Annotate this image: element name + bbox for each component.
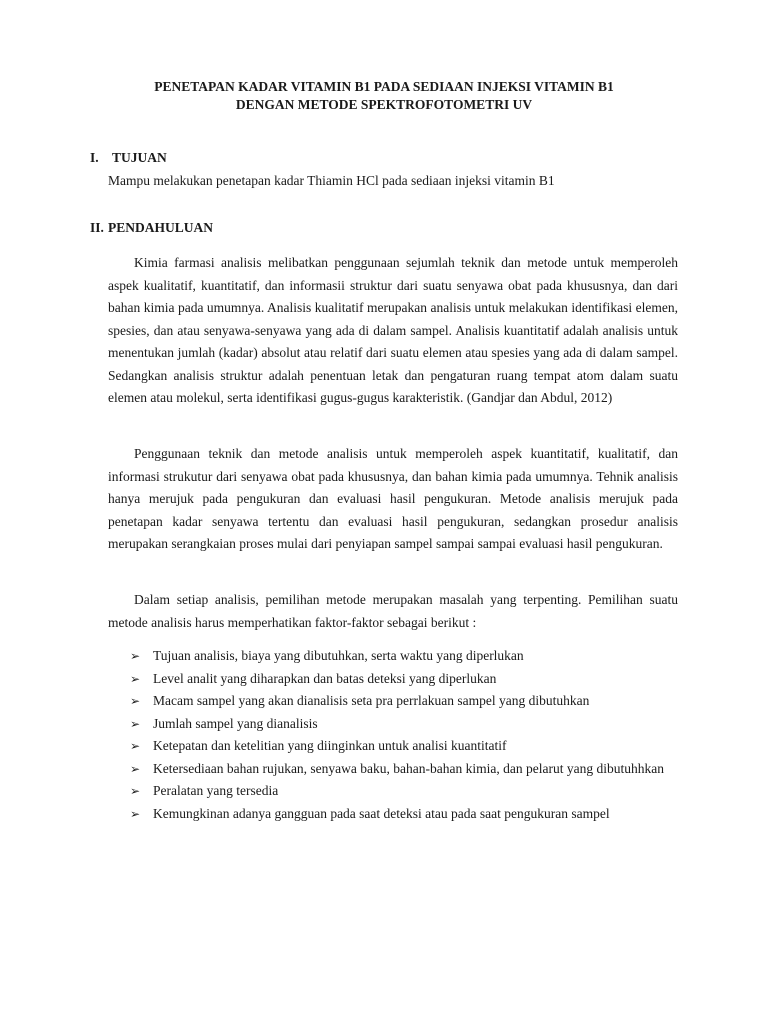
list-item-text: Kemungkinan adanya gangguan pada saat deteksi atau pada saat pengukuran sampel	[153, 805, 610, 821]
arrow-bullet-icon: ➢	[130, 784, 141, 798]
list-item-text: Ketersediaan bahan rujukan, senyawa baku, bahan-bahan kimia, dan pelarut yang dibutuhhkan	[153, 760, 664, 776]
list-item-text: Jumlah sampel yang dianalisis	[153, 715, 318, 731]
arrow-bullet-icon: ➢	[130, 716, 141, 731]
factor-list	[130, 645, 678, 825]
paragraph-2: Penggunaan teknik dan metode analisis untuk memperoleh aspek kuantitatif, kualitatif, dan informasi strukutur dari senyawa obat pada khususnya, dan bahan kimia pada umumnya. Tehnik analisis hanya merujuk pada pengukuran dan evaluasi hasil pengukuran. Metode analisis merujuk pada penetapan kadar senyawa tertentu dan evaluasi hasil pengukuran, sedangkan prosedur analisis merupakan serangkaian proses mulai dari penyiapan sampel sampai sampai evaluasi hasil pengukuran.	[108, 446, 678, 551]
list-item-text: Peralatan yang tersedia	[153, 783, 279, 798]
list-item-text: Ketepatan dan ketelitian yang diinginkan untuk analisi kuantitatif	[153, 738, 507, 753]
section-heading-pendahuluan	[90, 220, 213, 236]
list-item	[130, 713, 678, 736]
list-item	[130, 758, 678, 781]
arrow-bullet-icon: ➢	[130, 671, 141, 686]
document-title	[90, 78, 678, 114]
list-item	[130, 690, 678, 713]
section-number: I.	[90, 150, 99, 165]
list-item-text: Tujuan analisis, biaya yang dibutuhkan, serta waktu yang diperlukan	[153, 648, 524, 663]
arrow-bullet-icon: ➢	[130, 761, 141, 776]
arrow-bullet-icon: ➢	[130, 739, 141, 753]
title-line-2: DENGAN METODE SPEKTROFOTOMETRI UV	[235, 97, 533, 112]
title-line-1: PENETAPAN KADAR VITAMIN B1 PADA SEDIAAN INJEKSI VITAMIN B1	[154, 79, 614, 94]
arrow-bullet-icon: ➢	[130, 806, 141, 821]
list-item-text: Macam sampel yang akan dianalisis seta pra perrlakuan sampel yang dibutuhkan	[153, 693, 590, 708]
list-item	[130, 803, 678, 826]
list-item	[130, 780, 678, 803]
section-title: TUJUAN	[112, 150, 167, 165]
list-item	[130, 668, 678, 691]
section-heading-tujuan	[90, 150, 167, 166]
paragraph-3: Dalam setiap analisis, pemilihan metode merupakan masalah yang terpenting. Pemilihan suatu metode analisis harus memperhatikan faktor-faktor sebagai berikut :	[108, 592, 678, 630]
tujuan-text: Mampu melakukan penetapan kadar Thiamin HCl pada sediaan injeksi vitamin B1	[108, 173, 555, 188]
section-number: II.	[90, 220, 104, 235]
list-item	[130, 645, 678, 668]
paragraph-1: Kimia farmasi analisis melibatkan penggunaan sejumlah teknik dan metode untuk memperoleh aspek kualitatif, kuantitatif, dan informasii struktur dari suatu senyawa obat pada khususnya, dan dari bahan kimia pada umumnya. Analisis kualitatif merupakan analisis untuk melakukan identifikasi elemen, spesies, dan atau senyawa-senyawa yang ada di dalam sampel. Analisis kuantitatif adalah analisis untuk menentukan jumlah (kadar) absolut atau relatif dari suatu elemen atau spesies yang ada di dalam sampel. Sedangkan analisis struktur adalah penentuan letak dan pengaturan ruang tempat atom dalam suatu elemen atau molekul, serta identifikasi gugus-gugus karakteristik. (Gandjar dan Abdul, 2012)	[108, 255, 678, 405]
arrow-bullet-icon: ➢	[130, 694, 141, 708]
list-item	[130, 735, 678, 758]
section-title: PENDAHULUAN	[108, 220, 214, 235]
list-item-text: Level analit yang diharapkan dan batas deteksi yang diperlukan	[153, 670, 497, 686]
arrow-bullet-icon: ➢	[130, 649, 141, 663]
